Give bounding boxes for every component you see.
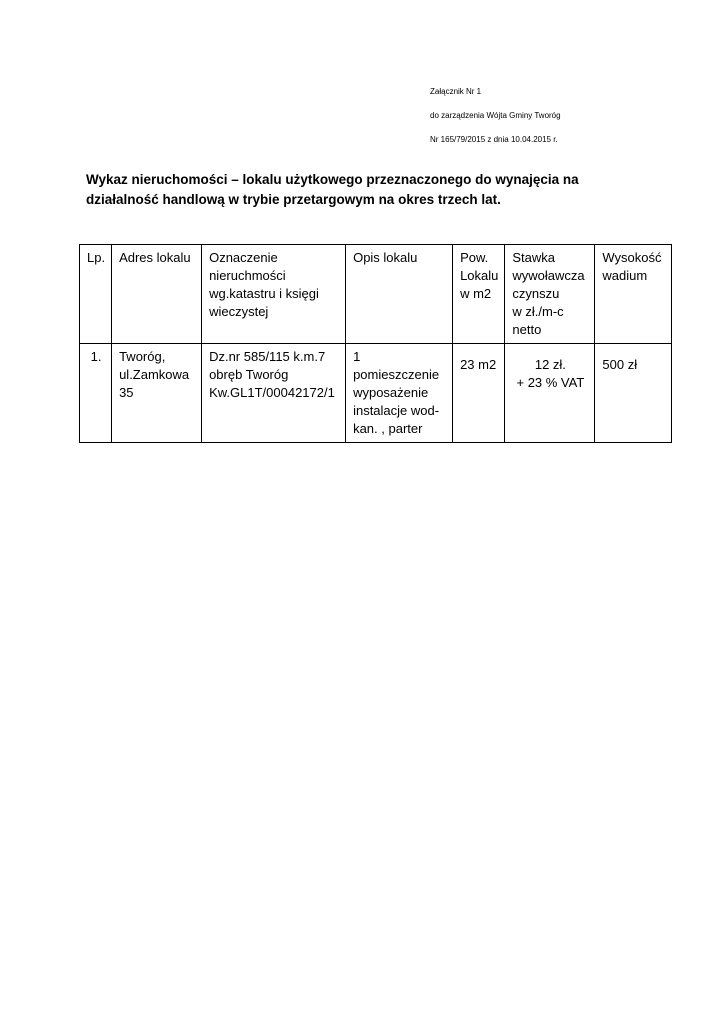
header-adres: Adres lokalu <box>112 245 202 344</box>
cell-pow: 23 m2 <box>453 344 505 443</box>
table-row <box>80 344 672 443</box>
cell-lp: 1. <box>80 344 112 443</box>
header-pow: Pow. Lokalu w m2 <box>453 245 505 344</box>
header-opis: Opis lokalu <box>346 245 453 344</box>
annex-line-1: Załącznik Nr 1 <box>430 87 482 96</box>
property-table <box>79 244 672 443</box>
header-stawka: Stawka wywoławcza czynszu w zł./m-c netto <box>505 245 595 344</box>
table-header-row <box>80 245 672 344</box>
cell-oznaczenie: Dz.nr 585/115 k.m.7 obręb Tworóg Kw.GL1T/00042172/1 <box>202 344 346 443</box>
cell-wysokosc: 500 zł <box>595 344 672 443</box>
header-lp: Lp. <box>80 245 112 344</box>
cell-opis: 1 pomieszczenie wyposażenie instalacje wod- kan. , parter <box>346 344 453 443</box>
annex-note <box>430 86 561 158</box>
annex-line-3: Nr 165/79/2015 z dnia 10.04.2015 r. <box>430 135 558 144</box>
header-oznaczenie: Oznaczenie nieruchmości wg.katastru i księgi wieczystej <box>202 245 346 344</box>
annex-line-2: do zarządzenia Wójta Gminy Tworóg <box>430 111 561 120</box>
header-wysokosc: Wysokość wadium <box>595 245 672 344</box>
cell-adres: Tworóg, ul.Zamkowa 35 <box>112 344 202 443</box>
document-title: Wykaz nieruchomości – lokalu użytkowego przeznaczonego do wynajęcia na działalność handlową w trybie przetargowym na okres trzech lat. <box>86 172 579 207</box>
cell-stawka: 12 zł. + 23 % VAT <box>505 344 595 443</box>
